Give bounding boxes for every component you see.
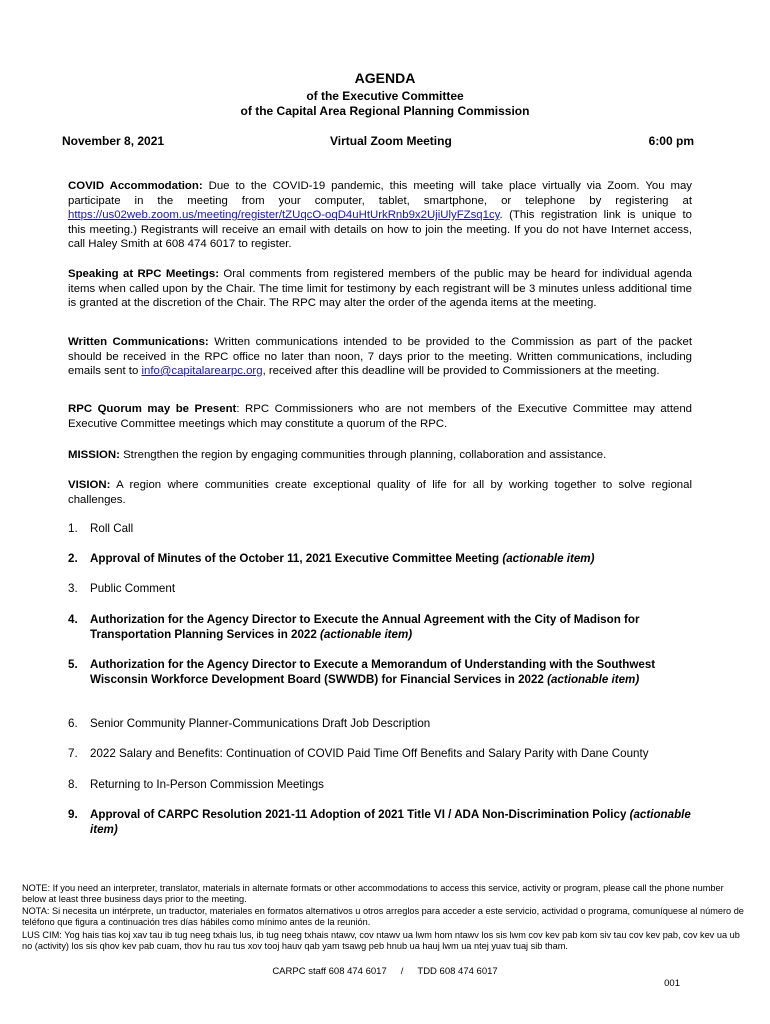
item-number: 5. xyxy=(68,658,78,671)
quorum-text: : RPC Commissioners who are not members of the Executive Committee may attend Executive Committee meetings which may constitute a quorum of the RPC. xyxy=(68,403,693,430)
written-text: Written communications intended to be provided to the Commission as part of the packet should be received in the RPC office no later than noon, 7 days prior to the meeting. Written communications, including emails sent to xyxy=(68,336,692,377)
note-english: NOTE: If you need an interpreter, translator, materials in alternate formats or other accommodations to access this service, activity or program, please call the phone number below at least three business days prior to the meeting. xyxy=(22,883,724,905)
agenda-item xyxy=(68,778,698,793)
agenda-item xyxy=(68,658,698,687)
item-number: 3. xyxy=(68,582,78,595)
item-number: 1. xyxy=(68,522,78,535)
covid-accommodation xyxy=(68,179,692,252)
meeting-venue: Virtual Zoom Meeting xyxy=(330,134,452,148)
item-text: Public Comment xyxy=(90,582,176,595)
speaking-section xyxy=(68,267,692,311)
item-number: 9. xyxy=(68,808,78,821)
item-number: 6. xyxy=(68,717,78,730)
speaking-text: Oral comments from registered members of the public may be heard for individual agenda items when called upon by the Chair. The time limit for testimony by each registrant will be 3 minutes unless additional time is granted at the discretion of the Chair. The RPC may alter the order of the agenda items at the meeting. xyxy=(68,268,692,309)
actionable-tag: (actionable item) xyxy=(547,672,640,686)
meeting-date: November 8, 2021 xyxy=(62,134,165,148)
actionable-tag: (actionable item) xyxy=(90,808,691,836)
tdd-phone: TDD 608 474 6017 xyxy=(417,966,498,977)
agenda-item xyxy=(68,522,698,537)
item-number: 8. xyxy=(68,778,78,791)
written-communications-section xyxy=(68,335,692,379)
item-text: Approval of Minutes of the October 11, 2021 Executive Committee Meeting xyxy=(90,552,503,565)
vision-section xyxy=(68,478,692,507)
agenda-item xyxy=(68,717,698,732)
committee-subtitle: of the Executive Committee xyxy=(306,89,464,103)
zoom-registration-link[interactable]: https://us02web.zoom.us/meeting/register/tZUqcO-oqD4uHtUrkRnb9x2UjiUlyFZsq1cy xyxy=(68,209,500,221)
footer-separator: / xyxy=(400,966,404,977)
quorum-label: RPC Quorum may be Present xyxy=(68,403,237,415)
item-text: Returning to In-Person Commission Meetings xyxy=(90,778,324,791)
agenda-item xyxy=(68,582,698,597)
item-text: Authorization for the Agency Director to Execute a Memorandum of Understanding with the Southwest Wisconsin Workforce Development Board (SWWDB) for Financial Services in 2022 xyxy=(90,658,656,686)
item-text: Roll Call xyxy=(90,522,134,535)
staff-phone: CARPC staff 608 474 6017 xyxy=(272,966,387,977)
item-text: Senior Community Planner-Communications Draft Job Description xyxy=(90,717,431,730)
covid-text-2: . (This registration link is unique to this meeting.) Registrants will receive an email with details on how to join the meeting. If you do not have Internet access, call Haley Smith at 608 474 6017 to register. xyxy=(68,209,692,250)
note-spanish: NOTA: Si necesita un intérprete, un traductor, materiales en formatos alternativos u otros arreglos para acceder a este servicio, actividad o programa, comuníquese al número de teléfono que figura a continuación tres días hábiles como mínimo antes de la reunión. xyxy=(22,906,744,928)
covid-text: Due to the COVID-19 pandemic, this meeting will take place virtually via Zoom. You may participate in the meeting from your computer, tablet, smartphone, or telephone by registering at xyxy=(68,180,693,207)
agenda-title: AGENDA xyxy=(354,70,416,86)
item-text: Approval of CARPC Resolution 2021-11 Adoption of 2021 Title VI / ADA Non-Discrimination Policy xyxy=(90,808,630,821)
actionable-tag: (actionable item) xyxy=(320,627,413,641)
written-text-2: , received after this deadline will be provided to Commissioners at the meeting. xyxy=(262,365,660,377)
meeting-time: 6:00 pm xyxy=(648,134,694,148)
written-label: Written Communications: xyxy=(68,336,209,348)
commission-subtitle: of the Capital Area Regional Planning Commission xyxy=(240,104,530,118)
item-number: 7. xyxy=(68,747,78,760)
speaking-label: Speaking at RPC Meetings: xyxy=(68,268,220,280)
quorum-section xyxy=(68,402,692,431)
item-number: 4. xyxy=(68,613,78,626)
agenda-item xyxy=(68,613,698,642)
mission-text: Strengthen the region by engaging communities through planning, collaboration and assistance. xyxy=(119,449,607,461)
mission-section xyxy=(68,448,692,463)
agenda-item xyxy=(68,808,698,837)
vision-text: A region where communities create exceptional quality of life for all by working together to solve regional challenges. xyxy=(68,479,692,506)
page-number: 001 xyxy=(664,978,680,989)
note-hmong: LUS CIM: Yog hais tias koj xav tau ib tug neeg txhais lus, ib tug neeg txhais ntawv, cov ntawv ua lwm hom ntawv los sis lwm cov kev pab kom siv tau cov kev pab, cov kev ua ub no (activity) los sis qhov kev pab cuam, thov hu rau tus xov tooj hauv qab yam tsawg peb hnub ua hauj lwm ua ntej yuav tuaj sib tham. xyxy=(22,930,740,952)
email-link[interactable]: info@capitalarearpc.org xyxy=(141,365,263,377)
item-text: 2022 Salary and Benefits: Continuation of COVID Paid Time Off Benefits and Salary Parity with Dane County xyxy=(90,747,649,760)
actionable-tag: (actionable item) xyxy=(502,552,595,565)
agenda-item xyxy=(68,747,698,762)
agenda-item xyxy=(68,552,698,567)
item-text: Authorization for the Agency Director to Execute the Annual Agreement with the City of Madison for Transportation Planning Services in 2022 xyxy=(90,613,640,641)
mission-label: MISSION: xyxy=(68,449,120,461)
covid-label: COVID Accommodation: xyxy=(68,180,203,192)
item-number: 2. xyxy=(68,552,78,565)
vision-label: VISION: xyxy=(68,479,111,491)
contact-footer xyxy=(0,966,770,977)
